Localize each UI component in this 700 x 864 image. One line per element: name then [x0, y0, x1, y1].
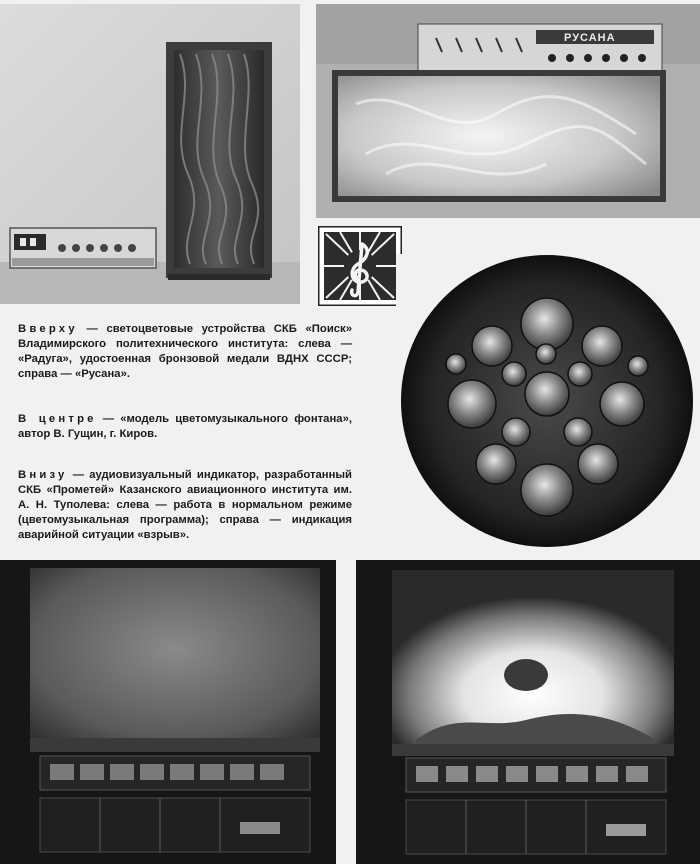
rusana-panel-label: РУСАНА — [564, 32, 616, 44]
caption-bottom-lead: Внизу — [18, 469, 68, 481]
caption-bottom — [18, 468, 352, 543]
treble-clef-emblem-icon — [318, 226, 402, 306]
photo-indicator-normal-mode — [0, 560, 336, 864]
caption-bottom-body: — аудиовизуальный индикатор, разработанный СКБ «Прометей» Казанского авиационного института им. А. Н. Туполева: слева — работа в нормальном режиме (цветомузыкальная программа); справа — индикация аварийной ситуации «взрыв». — [18, 469, 352, 541]
caption-top — [18, 322, 352, 382]
caption-center-lead: В центре — [18, 413, 97, 425]
photo-indicator-explosion-alarm — [356, 560, 700, 864]
caption-top-body: — светоцветовые устройства СКБ «Поиск» Владимирского политехнического института: слева — «Радуга», удостоенная бронзовой медали ВДНХ СССР; справа — «Русана». — [18, 323, 352, 380]
caption-center-body: — «модель цветомузыкального фонтана», автор В. Гущин, г. Киров. — [18, 413, 352, 440]
photo-rusana-device — [316, 4, 700, 218]
photo-color-music-fountain — [396, 254, 698, 548]
caption-center — [18, 412, 352, 442]
caption-top-lead: Вверху — [18, 323, 78, 335]
photo-raduga-device — [0, 4, 300, 304]
